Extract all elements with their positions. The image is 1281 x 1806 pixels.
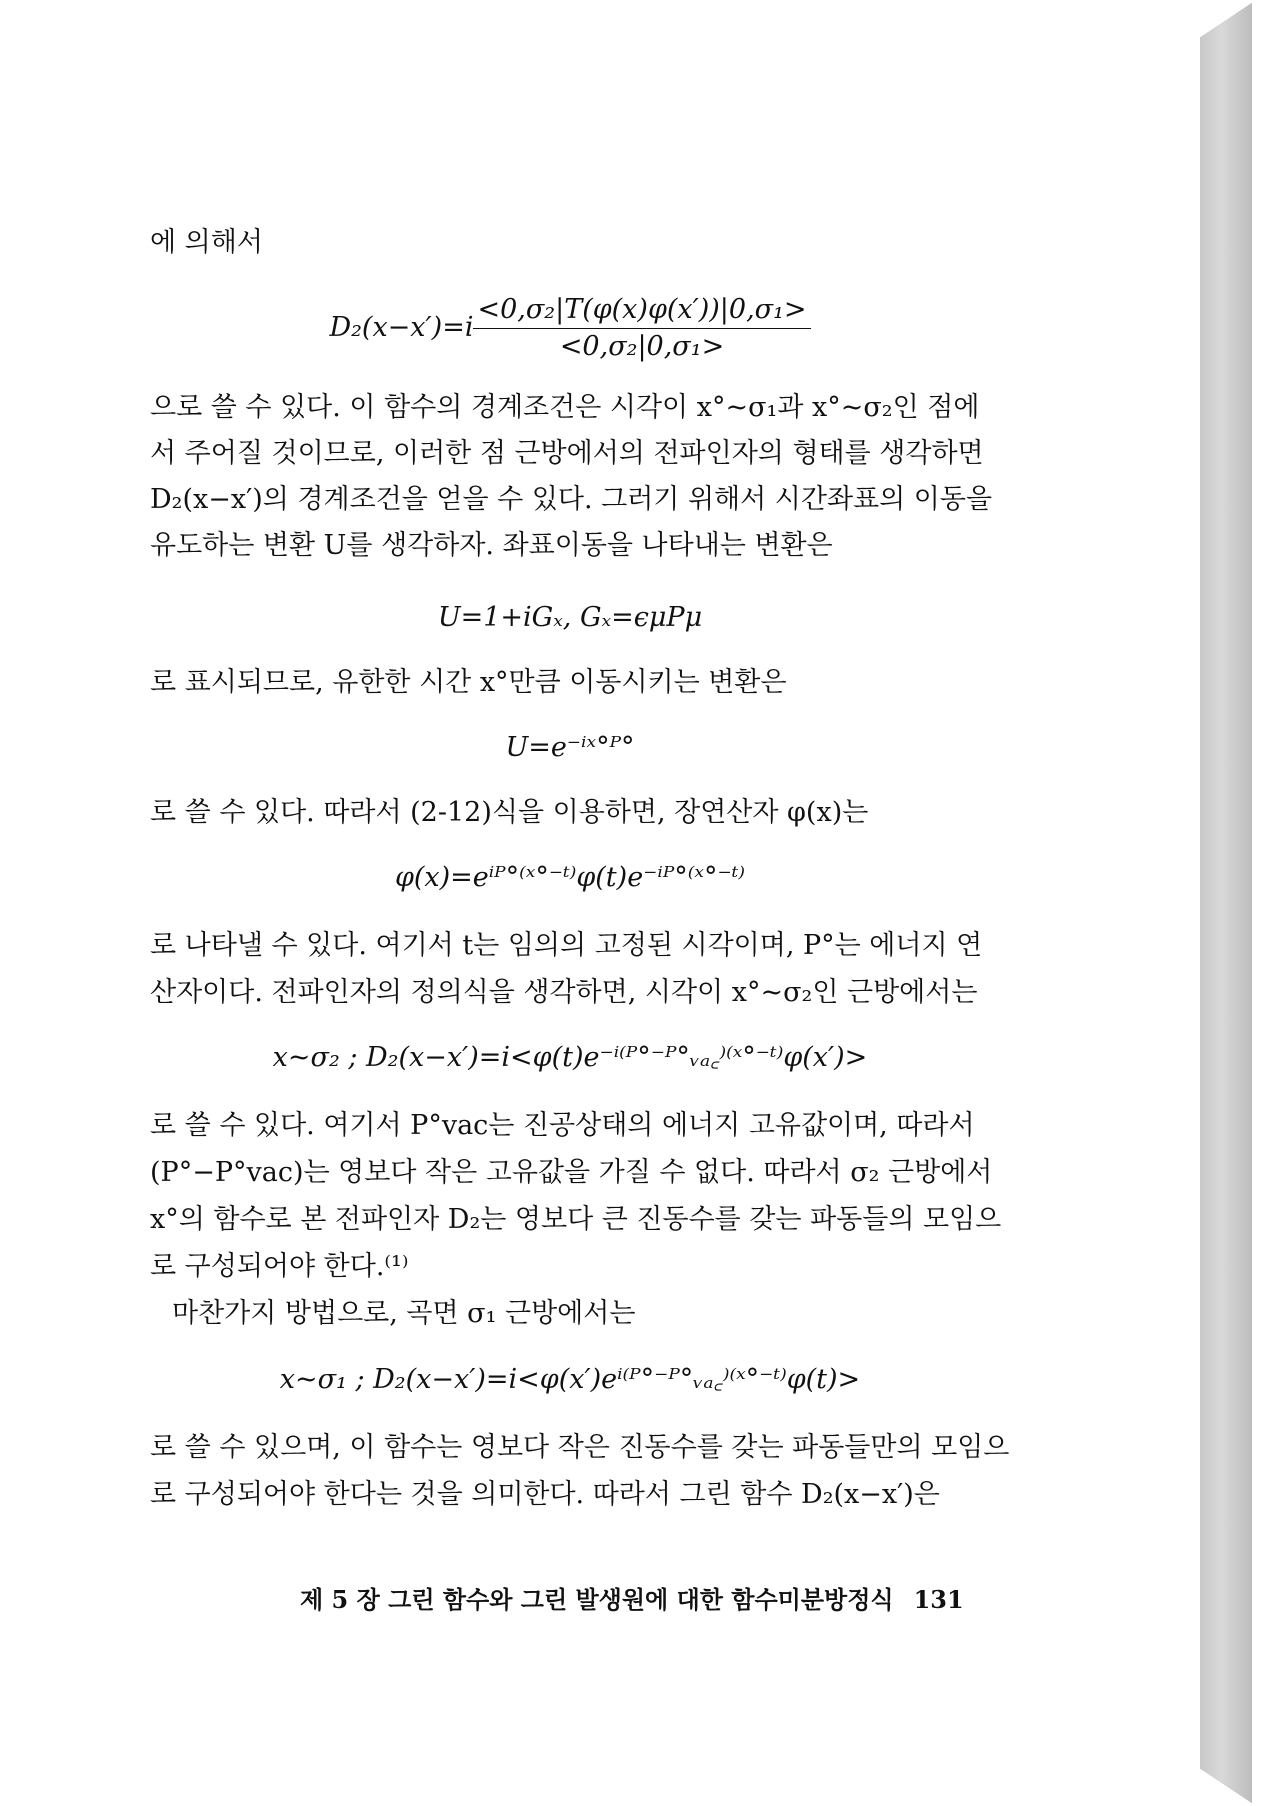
text-line-4: D₂(x−x′)의 경계조건을 얻을 수 있다. 그러기 위해서 시간좌표의 이동을 [150, 484, 993, 515]
equation-d2-definition [150, 292, 990, 365]
equation-u-generator: U=1+iGₓ, Gₓ=ϵμPμ [437, 602, 703, 633]
text-line-8: 로 나타낼 수 있다. 여기서 t는 임의의 고정된 시각이며, P°는 에너지 연 [150, 930, 983, 961]
equation-d2-fraction [473, 292, 810, 365]
equation-sigma1: x~σ₁ ; D₂(x−x′)=i<φ(x′)eⁱ⁽ᴾ°⁻ᴾ°ᵥₐ꜀⁾⁽ˣ°⁻ᵗ⁾φ(t)> [279, 1364, 861, 1395]
text-line-15: 로 쓸 수 있으며, 이 함수는 영보다 작은 진동수를 갖는 파동들만의 모임으 [150, 1432, 1010, 1463]
text-line-12: x°의 함수로 본 전파인자 D₂는 영보다 큰 진동수를 갖는 파동들의 모임으 [150, 1204, 1002, 1235]
text-line-11: (P°−P°vac)는 영보다 작은 고유값을 가질 수 없다. 따라서 σ₂ 근방에서 [150, 1157, 993, 1188]
text-line-10: 로 쓸 수 있다. 여기서 P°vac는 진공상태의 에너지 고유값이며, 따라서 [150, 1110, 975, 1141]
equation-d2-denominator: <0,σ₂|0,σ₁> [559, 331, 725, 362]
equation-phi: φ(x)=eⁱᴾ°⁽ˣ°⁻ᵗ⁾φ(t)e⁻ⁱᴾ°⁽ˣ°⁻ᵗ⁾ [394, 862, 746, 893]
text-line-14: 마찬가지 방법으로, 곡면 σ₁ 근방에서는 [172, 1298, 636, 1329]
text-line-16: 로 구성되어야 한다는 것을 의미한다. 따라서 그린 함수 D₂(x−x′)은 [150, 1479, 940, 1510]
equation-d2-numerator: <0,σ₂|T(φ(x)φ(x′))|0,σ₁> [473, 292, 810, 329]
page-footer [300, 1584, 1000, 1616]
page-corner-bottom [1196, 1766, 1256, 1806]
text-line-7: 로 쓸 수 있다. 따라서 (2-12)식을 이용하면, 장연산자 φ(x)는 [150, 797, 869, 828]
chapter-title: 제 5 장 그린 함수와 그린 발생원에 대한 함수미분방정식 [300, 1585, 894, 1614]
text-line-6: 로 표시되므로, 유한한 시간 x°만큼 이동시키는 변환은 [150, 667, 787, 698]
text-line-3: 서 주어질 것이므로, 이러한 점 근방에서의 전파인자의 형태를 생각하면 [150, 438, 984, 469]
equation-d2-lhs: D₂(x−x′)=i [329, 312, 474, 343]
page-stack-edge [1200, 0, 1252, 1806]
text-line-13: 로 구성되어야 한다.⁽¹⁾ [150, 1251, 409, 1282]
text-line-5: 유도하는 변환 U를 생각하자. 좌표이동을 나타내는 변환은 [150, 530, 833, 561]
page-number: 131 [913, 1585, 964, 1614]
text-line-9: 산자이다. 전파인자의 정의식을 생각하면, 시각이 x°~σ₂인 근방에서는 [150, 977, 978, 1008]
text-line-1: 에 의해서 [150, 227, 263, 258]
page-corner-top [1196, 0, 1256, 40]
text-line-2: 으로 쓸 수 있다. 이 함수의 경계조건은 시각이 x°~σ₁과 x°~σ₂인 점에 [150, 392, 980, 423]
equation-sigma2: x~σ₂ ; D₂(x−x′)=i<φ(t)e⁻ⁱ⁽ᴾ°⁻ᴾ°ᵥₐ꜀⁾⁽ˣ°⁻ᵗ⁾φ(x′)> [272, 1042, 868, 1073]
equation-u-exponential: U=e⁻ⁱˣ°ᴾ° [505, 732, 635, 763]
